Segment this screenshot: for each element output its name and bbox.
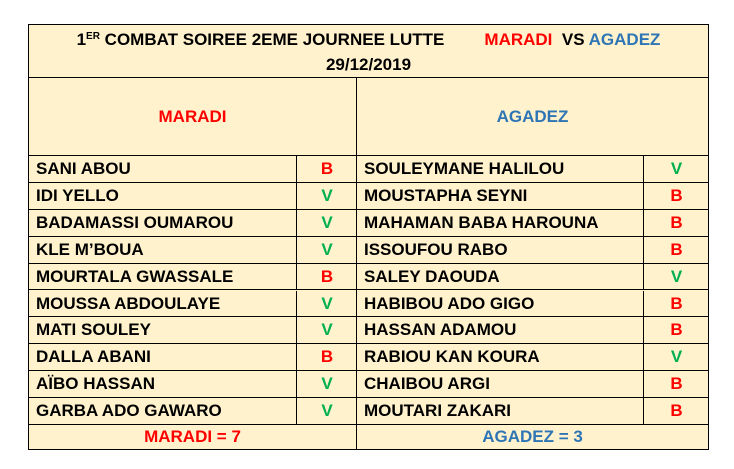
cell-divider	[643, 156, 644, 182]
title-text: COMBAT SOIREE 2EME JOURNEE LUTTE	[99, 30, 445, 49]
table-row	[29, 210, 708, 237]
agadez-result: B	[670, 293, 683, 313]
total-right: AGADEZ = 3	[482, 427, 583, 446]
table-row	[29, 398, 708, 425]
agadez-result: V	[670, 266, 683, 286]
table-row	[29, 371, 708, 398]
cell-divider	[296, 398, 297, 424]
cell-divider	[643, 237, 644, 263]
agadez-wrestler-name: RABIOU KAN KOURA	[364, 347, 540, 367]
agadez-result: B	[670, 401, 683, 421]
agadez-result: B	[670, 239, 683, 259]
cell-divider	[643, 317, 644, 343]
maradi-wrestler-name: KLE M’BOUA	[36, 239, 144, 259]
agadez-result: V	[670, 347, 683, 367]
table-row	[29, 237, 708, 264]
title-date: 29/12/2019	[325, 55, 412, 74]
title-team-left: MARADI	[484, 30, 553, 49]
maradi-result: V	[321, 374, 333, 394]
agadez-result: B	[670, 374, 683, 394]
maradi-result: V	[321, 185, 333, 205]
table-title	[29, 25, 708, 78]
maradi-wrestler-name: MOUSSA ABDOULAYE	[36, 293, 221, 313]
maradi-result: B	[320, 347, 334, 367]
results-table	[28, 24, 709, 450]
table-row	[29, 183, 708, 210]
title-superscript: ER	[86, 31, 100, 42]
totals-row	[29, 425, 708, 449]
agadez-wrestler-name: SALEY DAOUDA	[364, 266, 500, 286]
cell-divider	[296, 344, 297, 370]
cell-divider	[296, 210, 297, 236]
cell-divider	[643, 344, 644, 370]
maradi-result: B	[320, 266, 334, 286]
cell-divider	[296, 317, 297, 343]
cell-divider	[296, 291, 297, 317]
agadez-wrestler-name: MAHAMAN BABA HAROUNA	[364, 212, 599, 232]
cell-divider	[643, 371, 644, 397]
maradi-wrestler-name: IDI YELLO	[36, 185, 119, 205]
agadez-wrestler-name: MOUSTAPHA SEYNI	[364, 185, 528, 205]
agadez-result: B	[670, 185, 683, 205]
maradi-result: V	[321, 212, 333, 232]
maradi-result: B	[320, 159, 334, 178]
cell-divider	[643, 183, 644, 209]
table-row	[29, 344, 708, 371]
agadez-result: B	[670, 212, 683, 232]
table-row	[29, 317, 708, 344]
maradi-result: V	[321, 401, 333, 421]
total-left: MARADI = 7	[144, 427, 241, 446]
cell-divider	[643, 291, 644, 317]
maradi-result: V	[321, 320, 333, 340]
cell-divider	[643, 210, 644, 236]
table-row	[29, 156, 708, 183]
maradi-wrestler-name: DALLA ABANI	[36, 347, 151, 367]
maradi-wrestler-name: MATI SOULEY	[36, 320, 151, 340]
maradi-wrestler-name: GARBA ADO GAWARO	[36, 401, 222, 421]
cell-divider	[296, 264, 297, 290]
title-line	[29, 30, 708, 50]
maradi-wrestler-name: AÏBO HASSAN	[36, 374, 156, 394]
cell-divider	[296, 156, 297, 182]
cell-divider	[296, 371, 297, 397]
table-row	[29, 264, 708, 291]
cell-divider	[296, 237, 297, 263]
agadez-wrestler-name: SOULEYMANE HALILOU	[364, 159, 565, 178]
agadez-wrestler-name: HASSAN ADAMOU	[364, 320, 517, 340]
title-prefix: 1	[76, 30, 87, 49]
maradi-wrestler-name: BADAMASSI OUMAROU	[36, 212, 234, 232]
maradi-result: V	[321, 293, 333, 313]
cell-divider	[643, 264, 644, 290]
agadez-wrestler-name: CHAIBOU ARGI	[364, 374, 490, 394]
agadez-wrestler-name: MOUTARI ZAKARI	[364, 401, 511, 421]
agadez-wrestler-name: ISSOUFOU RABO	[364, 239, 508, 259]
cell-divider	[643, 398, 644, 424]
title-vs: VS	[561, 30, 585, 49]
header-left: MARADI	[29, 78, 356, 156]
maradi-result: V	[321, 239, 333, 259]
maradi-wrestler-name: SANI ABOU	[36, 159, 131, 178]
maradi-wrestler-name: MOURTALA GWASSALE	[36, 266, 234, 286]
table-row	[29, 291, 708, 318]
header-right: AGADEZ	[357, 78, 708, 156]
agadez-result: B	[670, 320, 683, 340]
agadez-wrestler-name: HABIBOU ADO GIGO	[364, 293, 535, 313]
agadez-result: V	[670, 159, 683, 178]
cell-divider	[296, 183, 297, 209]
title-team-right: AGADEZ	[588, 30, 661, 49]
